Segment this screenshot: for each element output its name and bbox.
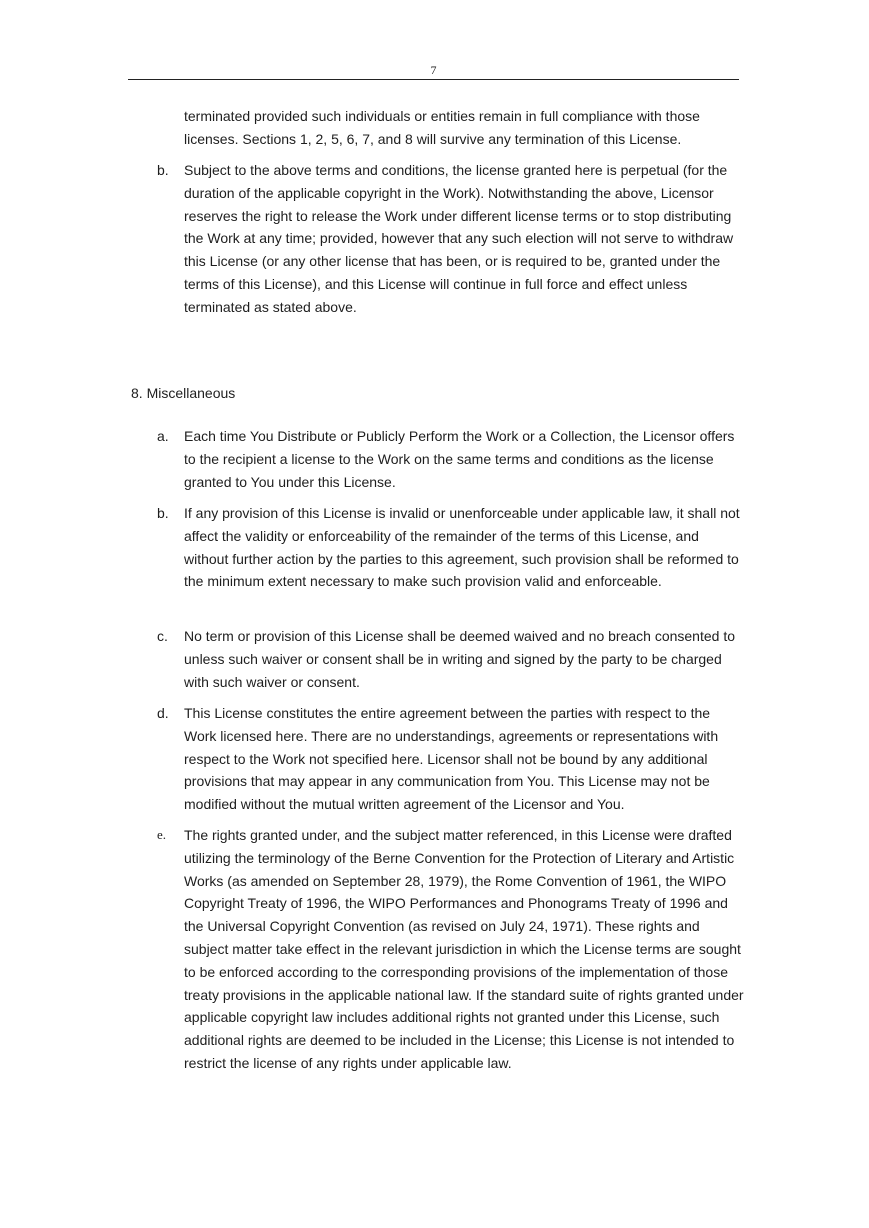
list-marker-e: e. <box>157 827 167 842</box>
page-number: 7 <box>430 63 437 77</box>
list-marker-b: b. <box>157 505 169 521</box>
list-item: The rights granted under, and the subject matter referenced, in this License were drafted utilizing the terminology of the Berne Convention for the Protection of Literary and Artistic Works (as amended on September 28, 1979), the Rome Convention of 1961, the WIPO Copyright Treaty of 1996, the WIPO Performances and Phonograms Treaty of 1996 and the Universal Copyright Convention (as revised on July 24, 1971). These rights and subject matter take effect in the relevant jurisdiction in which the License terms are sought to be enforced according to the corresponding provisions of the implementation of those treaty provisions in the applicable national law. If the standard suite of rights granted under applicable copyright law includes additional rights not granted under this License, such additional rights are deemed to be included in the License; this License is not intended to restrict the license of any rights under applicable law. <box>184 827 744 1071</box>
continuation-paragraph: terminated provided such individuals or entities remain in full compliance with those licenses. Sections 1, 2, 5, 6, 7, and 8 will survive any termination of this License. <box>184 108 700 147</box>
section-heading-miscellaneous: 8. Miscellaneous <box>131 385 236 401</box>
list-item: Each time You Distribute or Publicly Perform the Work or a Collection, the Licensor offers to the recipient a license to the Work on the same terms and conditions as the license granted to You under this License. <box>184 428 735 490</box>
list-marker-b: b. <box>157 162 169 178</box>
list-marker-a: a. <box>157 428 169 444</box>
list-item: If any provision of this License is invalid or unenforceable under applicable law, it shall not affect the validity or enforceability of the remainder of the terms of this License, and without further action by the parties to this agreement, such provision shall be reformed to the minimum extent necessary to make such provision valid and enforceable. <box>184 505 740 590</box>
section7-item-b-text: Subject to the above terms and conditions, the license granted here is perpetual (for the duration of the applicable copyright in the Work). Notwithstanding the above, Licensor reserves the right to release the Work under different license terms or to stop distributing the Work at any time; provided, however that any such election will not serve to withdraw this License (or any other license that has been, or is required to be, granted under the terms of this License), and this License will continue in full force and effect unless terminated as stated above. <box>184 162 734 315</box>
list-marker-d: d. <box>157 705 169 721</box>
header-rule <box>128 79 739 80</box>
list-marker-c: c. <box>157 628 168 644</box>
list-item: No term or provision of this License shall be deemed waived and no breach consented to unless such waiver or consent shall be in writing and signed by the party to be charged with such waiver or consent. <box>184 628 735 690</box>
list-item: This License constitutes the entire agreement between the parties with respect to the Work licensed here. There are no understandings, agreements or representations with respect to the Work not specified here. Licensor shall not be bound by any additional provisions that may appear in any communication from You. This License may not be modified without the mutual written agreement of the Licensor and You. <box>184 705 719 813</box>
